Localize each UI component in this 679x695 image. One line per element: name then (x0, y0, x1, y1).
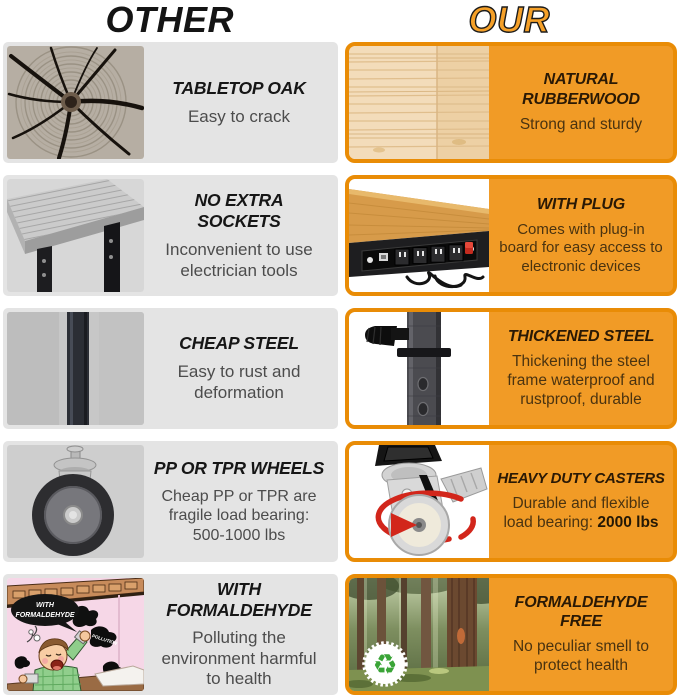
small-caster-photo (7, 445, 144, 558)
rubberwood-photo (349, 46, 489, 159)
feature-desc: No peculiar smell to protect health (512, 638, 650, 675)
feature-desc: Inconvenient to use electrician tools (165, 239, 313, 280)
feature-desc (497, 495, 665, 533)
comparison-grid (3, 42, 677, 695)
column-headers (0, 0, 679, 40)
plug-board-photo (349, 179, 489, 292)
thin-steel-bar-photo (7, 312, 144, 425)
feature-desc: Easy to crack (187, 106, 291, 126)
forest-photo (349, 578, 489, 691)
feature-title: FORMALDEHYDE FREE (514, 593, 648, 631)
other-column-header: OTHER (105, 0, 234, 40)
feature-title: NATURAL RUBBERWOOD (522, 71, 640, 108)
formaldehyde-cartoon (7, 578, 144, 691)
cracked-oak-photo (7, 46, 144, 159)
card-other-tabletop (3, 42, 338, 163)
feature-title: WITH PLUG (537, 195, 625, 213)
feature-desc: Thickening the steel frame waterproof and rustproof, durable (507, 353, 655, 409)
gray-table-photo (7, 179, 144, 292)
feature-title: CHEAP STEEL (179, 333, 299, 354)
thick-steel-leg-photo (349, 312, 489, 425)
heavy-caster-photo (349, 445, 489, 558)
card-other-sockets (3, 175, 338, 296)
feature-title: NO EXTRA SOCKETS (194, 189, 284, 231)
card-our-tabletop (345, 42, 677, 163)
recycle-icon: ♻ (372, 649, 398, 680)
card-our-plug (345, 175, 677, 296)
feature-desc: Polluting the environment harmful to health (161, 627, 317, 689)
feature-title: PP OR TPR WHEELS (153, 457, 325, 478)
card-our-casters (345, 441, 677, 562)
feature-desc-text: Durable and flexible load bearing: (503, 495, 650, 531)
feature-desc: Comes with plug-in board for easy access to electronic devices (499, 221, 663, 275)
feature-title: HEAVY DUTY CASTERS (497, 470, 665, 488)
feature-title: THICKENED STEEL (507, 328, 655, 346)
load-capacity-value: 2000 lbs (597, 514, 659, 531)
feature-desc: Easy to rust and deformation (177, 362, 301, 402)
card-other-steel (3, 308, 338, 429)
feature-title: WITH FORMALDEHYDE (166, 578, 312, 620)
feature-title: TABLETOP OAK (172, 77, 306, 98)
card-other-wheels (3, 441, 338, 562)
card-our-steel (345, 308, 677, 429)
bubble-text-line1: WITH (36, 602, 54, 609)
bubble-text-line2: FORMALDEHYDE (15, 612, 75, 619)
feature-desc: Strong and sturdy (519, 115, 643, 133)
our-column-header: OUR (468, 0, 550, 40)
card-our-formaldehyde-free (345, 574, 677, 695)
pollution-label: POLLUTION (91, 633, 118, 646)
feature-desc: Cheap PP or TPR are fragile load bearing: 500-1000 lbs (161, 487, 317, 544)
card-other-formaldehyde (3, 574, 338, 695)
